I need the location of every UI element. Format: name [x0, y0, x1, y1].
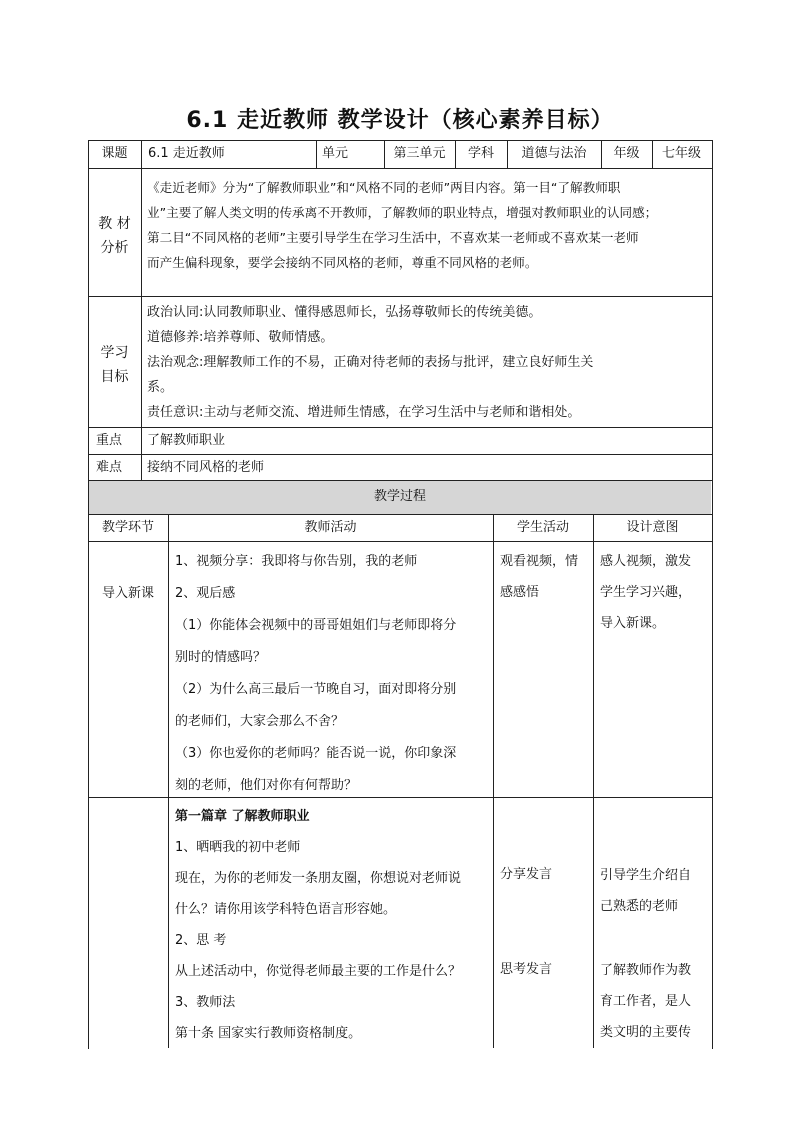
- intro-teacher-activity: [175, 546, 490, 802]
- intro-intent-line: 学生学习兴趣，: [600, 585, 692, 600]
- goals-label-line: 目标: [100, 369, 129, 385]
- difficulty-value: 接纳不同风格的老师: [147, 460, 265, 475]
- goal-line: 责任意识:主动与老师交流、增进师生情感，在学习生活中与老师和谐相处。: [147, 405, 581, 420]
- chapter-teacher-line: 3、教师法: [175, 995, 236, 1010]
- chapter-intent-1: [600, 860, 710, 922]
- key-point-label: 重点: [96, 433, 123, 448]
- chapter-student-share: 分享发言: [500, 867, 553, 882]
- intro-intent: [600, 546, 710, 639]
- chapter-teacher-line: 第十条 国家实行教师资格制度。: [175, 1026, 362, 1041]
- analysis-line: 业”主要了解人类文明的传承离不开教师，了解教师的职业特点，增强对教师职业的认同感；: [147, 205, 658, 220]
- intro-teacher-line: （1）你能体会视频中的哥哥姐姐们与老师即将分: [175, 618, 457, 633]
- chapter-heading: 第一篇章 了解教师职业: [175, 809, 310, 824]
- stage-intro: 导入新课: [101, 586, 154, 601]
- key-point-value: 了解教师职业: [147, 433, 226, 448]
- chapter-intent-2: [600, 955, 710, 1048]
- chapter-teacher-line: 2、思 考: [175, 933, 227, 948]
- intro-student-line: 观看视频，情: [500, 554, 579, 569]
- analysis-line: 《走近老师》分为“了解教师职业”和“风格不同的老师”两目内容。第一目“了解教师职: [147, 180, 621, 195]
- intro-teacher-line: （2）为什么高三最后一节晚自习，面对即将分别: [175, 682, 457, 697]
- intro-teacher-line: 刻的老师，他们对你有何帮助？: [175, 778, 358, 793]
- subject-label: 学科: [467, 146, 494, 161]
- goals-label-line: 学习: [100, 345, 129, 361]
- header-student: 学生活动: [516, 520, 569, 535]
- intro-teacher-line: 别时的情感吗？: [175, 650, 267, 665]
- intro-teacher-line: 1、视频分享：我即将与你告别，我的老师: [175, 554, 418, 569]
- goal-line: 政治认同:认同教师职业、懂得感恩师长，弘扬尊敬师长的传统美德。: [147, 305, 542, 320]
- analysis-text: [147, 175, 709, 275]
- header-teacher: 教师活动: [304, 520, 357, 535]
- intro-intent-line: 导入新课。: [600, 616, 666, 631]
- chapter-teacher-line: 什么？请你用该学科特色语言形容她。: [175, 902, 397, 917]
- goal-line: 道德修养:培养尊师、敬师情感。: [147, 330, 334, 345]
- process-title: 教学过程: [373, 489, 426, 504]
- intro-intent-line: 感人视频，激发: [600, 554, 692, 569]
- unit-value: 第三单元: [393, 146, 446, 161]
- chapter-intent-line: 己熟悉的老师: [600, 899, 679, 914]
- chapter-intent-line: 引导学生介绍自: [600, 868, 692, 883]
- analysis-line: 而产生偏科现象，要学会接纳不同风格的老师，尊重不同风格的老师。: [147, 255, 538, 270]
- intro-student-activity: [500, 546, 590, 608]
- chapter-teacher-line: 1、晒晒我的初中老师: [175, 840, 301, 855]
- grade-value: 七年级: [661, 146, 701, 161]
- chapter-intent-line: 了解教师作为教: [600, 963, 692, 978]
- chapter-teacher-line: 现在，为你的老师发一条朋友圈，你想说对老师说: [175, 871, 462, 886]
- difficulty-label: 难点: [96, 460, 123, 475]
- intro-teacher-line: 的老师们，大家会那么不舍？: [175, 714, 345, 729]
- analysis-line: 第二目“不同风格的老师”主要引导学生在学习生活中，不喜欢某一老师或不喜欢某一老师: [147, 230, 639, 245]
- chapter-intent-line: 育工作者，是人: [600, 994, 692, 1009]
- course-value: 6.1 走近教师: [148, 146, 225, 161]
- goals-text: [147, 300, 709, 425]
- unit-label: 单元: [322, 146, 349, 161]
- analysis-label-line: 分析: [100, 240, 129, 256]
- page-title: 6.1 走近教师 教学设计（核心素养目标）: [186, 108, 614, 133]
- course-label: 课题: [101, 146, 128, 161]
- intro-teacher-line: 2、观后感: [175, 586, 236, 601]
- chapter-student-think: 思考发言: [500, 962, 553, 977]
- analysis-label: [88, 212, 141, 260]
- goals-label: [88, 341, 141, 389]
- chapter-intent-line: 类文明的主要传: [600, 1025, 692, 1040]
- intro-teacher-line: （3）你也爱你的老师吗？能否说一说，你印象深: [175, 746, 457, 761]
- chapter-teacher-activity: [175, 801, 490, 1049]
- analysis-label-line: 教 材: [98, 216, 131, 232]
- subject-value: 道德与法治: [521, 146, 587, 161]
- intro-student-line: 感感悟: [500, 585, 540, 600]
- grade-label: 年级: [613, 146, 640, 161]
- header-intent: 设计意图: [626, 520, 679, 535]
- goal-line: 系。: [147, 380, 174, 395]
- chapter-teacher-line: 从上述活动中，你觉得老师最主要的工作是什么？: [175, 964, 462, 979]
- header-stage: 教学环节: [101, 520, 154, 535]
- goal-line: 法治观念:理解教师工作的不易，正确对待老师的表扬与批评，建立良好师生关: [147, 355, 594, 370]
